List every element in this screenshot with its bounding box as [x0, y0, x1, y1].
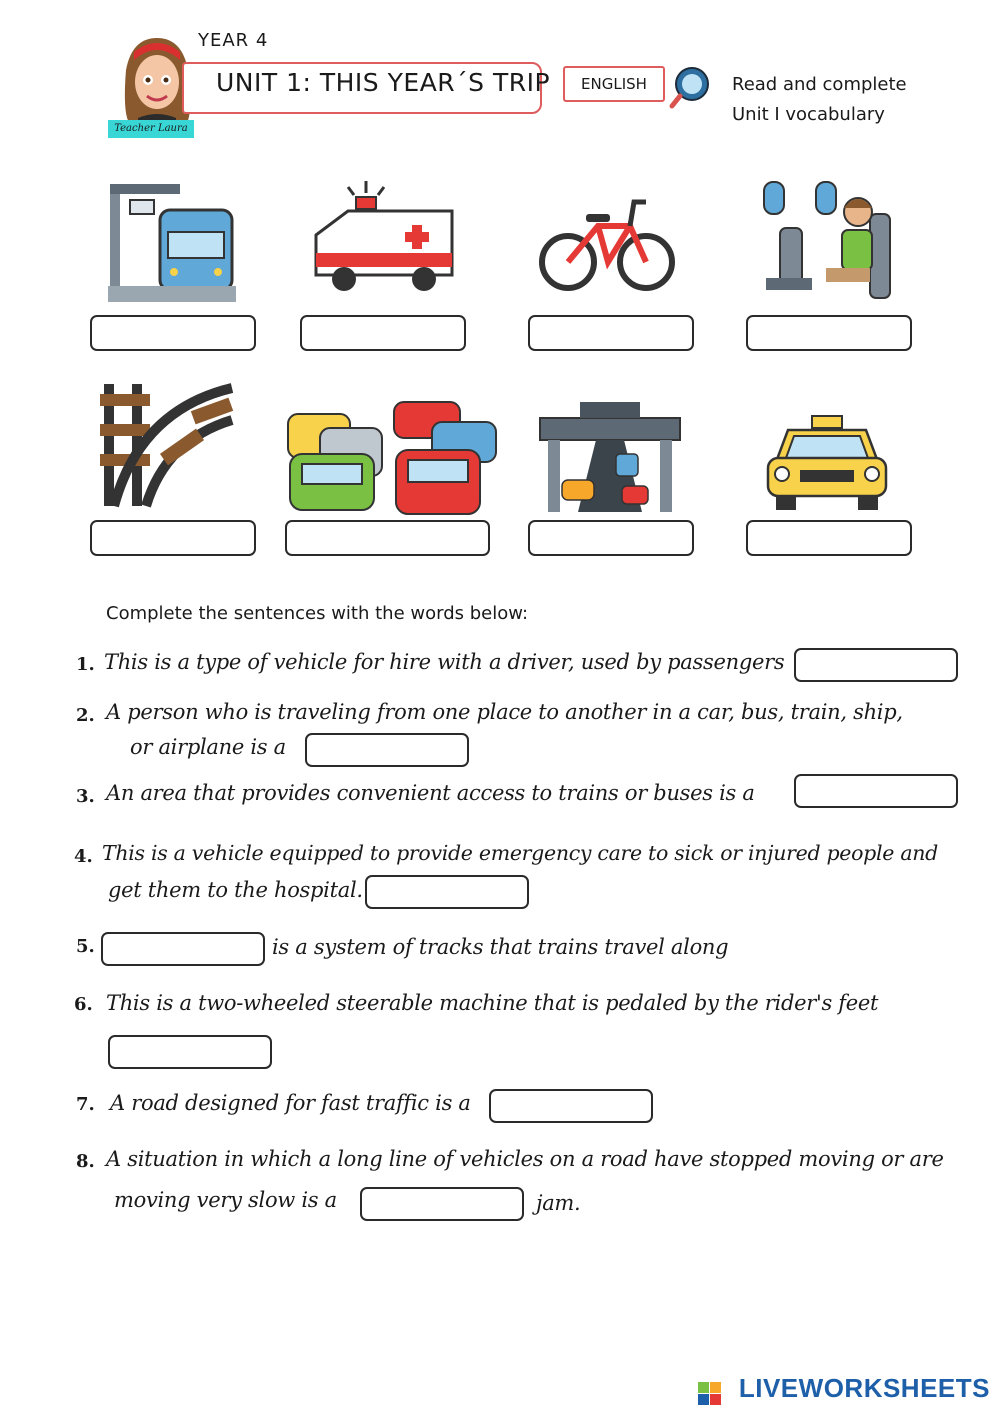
sentence-2-line-1: A person who is traveling from one place to another in a car, bus, train, ship, — [106, 700, 903, 724]
sentence-6-line-1: This is a two-wheeled steerable machine that is pedaled by the rider's feet — [106, 991, 879, 1015]
item-number: 7. — [76, 1094, 95, 1115]
answer-box-sentence-7[interactable] — [489, 1089, 653, 1123]
answer-box-picture-3[interactable] — [528, 315, 694, 351]
exercise-heading: Complete the sentences with the words below: — [106, 603, 529, 624]
train-station-icon — [108, 180, 236, 304]
answer-box-sentence-8[interactable] — [360, 1187, 524, 1221]
liveworksheets-logo-icon — [698, 1382, 722, 1406]
answer-box-sentence-5[interactable] — [101, 932, 265, 966]
railway-icon — [100, 380, 236, 510]
answer-box-picture-2[interactable] — [300, 315, 466, 351]
traffic-jam-icon — [284, 398, 500, 520]
teacher-tag: Teacher Laura — [108, 120, 194, 138]
passenger-icon — [760, 178, 892, 306]
item-number: 4. — [74, 846, 93, 867]
magnifier-icon — [668, 64, 712, 110]
bicycle-icon — [538, 190, 678, 300]
year-label: YEAR 4 — [198, 30, 269, 51]
item-number: 5. — [76, 936, 95, 957]
sentence-8-line-2: moving very slow is a — [114, 1188, 337, 1212]
item-number: 1. — [76, 654, 95, 675]
sentence-5-line-1: is a system of tracks that trains travel along — [272, 935, 729, 959]
sentence-7-line-1: A road designed for fast traffic is a — [110, 1091, 471, 1115]
sentence-1-line-1: This is a type of vehicle for hire with a driver, used by passengers — [104, 650, 785, 674]
subject-badge: ENGLISH — [563, 66, 665, 102]
ambulance-icon — [308, 175, 456, 301]
answer-box-picture-7[interactable] — [528, 520, 694, 556]
answer-box-picture-5[interactable] — [90, 520, 256, 556]
highway-icon — [538, 398, 682, 514]
sentence-2-line-2: or airplane is a — [130, 735, 286, 759]
item-number: 8. — [76, 1151, 95, 1172]
answer-box-sentence-4[interactable] — [365, 875, 529, 909]
instruction-line-2: Unit I vocabulary — [732, 104, 885, 125]
taxi-icon — [766, 412, 888, 512]
answer-box-picture-1[interactable] — [90, 315, 256, 351]
instruction-line-1: Read and complete — [732, 74, 907, 95]
item-number: 3. — [76, 786, 95, 807]
answer-box-picture-6[interactable] — [285, 520, 490, 556]
answer-box-picture-8[interactable] — [746, 520, 912, 556]
answer-box-sentence-3[interactable] — [794, 774, 958, 808]
answer-box-sentence-2[interactable] — [305, 733, 469, 767]
sentence-3-line-1: An area that provides convenient access to trains or buses is a — [106, 781, 755, 805]
answer-box-picture-4[interactable] — [746, 315, 912, 351]
item-number: 6. — [74, 994, 93, 1015]
sentence-8-line-1: A situation in which a long line of vehicles on a road have stopped moving or are — [106, 1147, 944, 1171]
sentence-4-line-1: This is a vehicle equipped to provide emergency care to sick or injured people and — [102, 841, 938, 865]
page-title: UNIT 1: THIS YEAR´S TRIP — [216, 68, 551, 97]
item-number: 2. — [76, 705, 95, 726]
answer-box-sentence-1[interactable] — [794, 648, 958, 682]
sentence-4-line-2: get them to the hospital. — [108, 878, 363, 902]
sentence-8-line-3: jam. — [536, 1191, 581, 1215]
answer-box-sentence-6[interactable] — [108, 1035, 272, 1069]
footer-brand: LIVEWORKSHEETS — [738, 1373, 990, 1403]
